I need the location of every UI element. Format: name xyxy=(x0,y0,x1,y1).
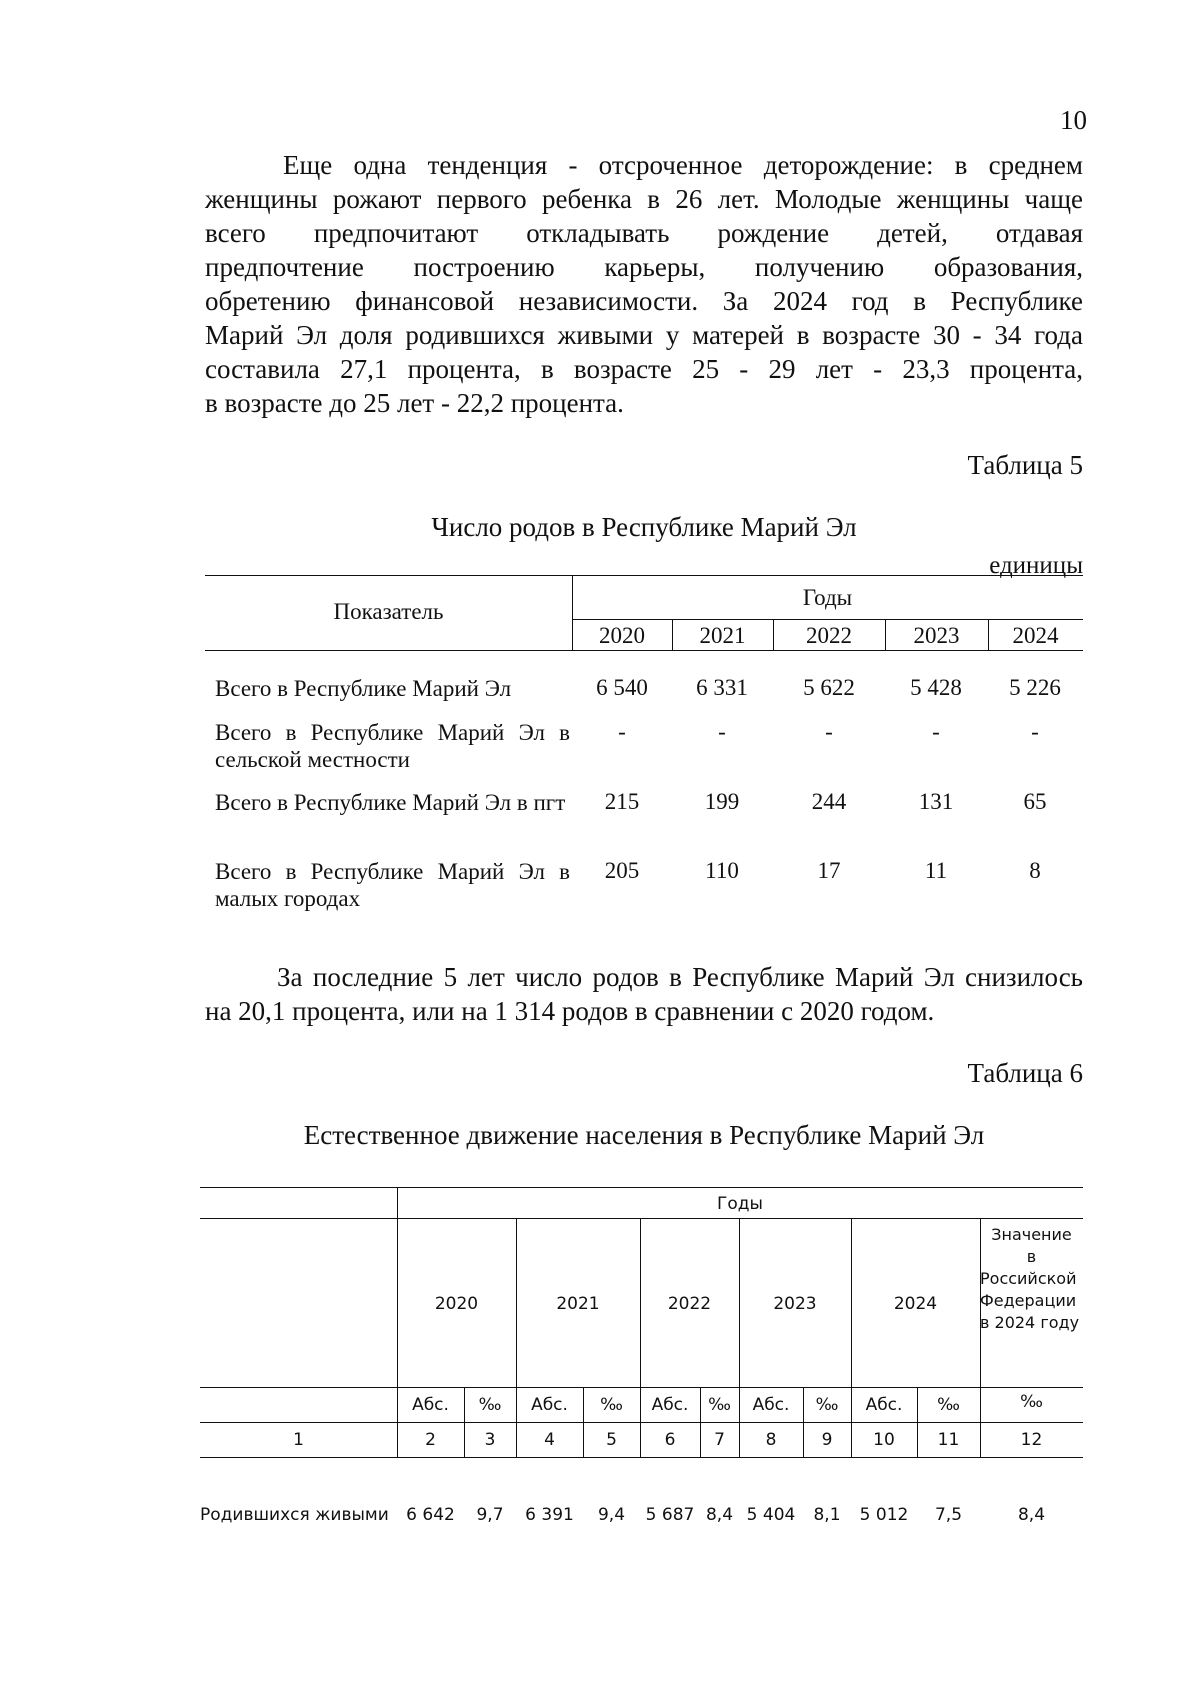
table-cell: 6 331 xyxy=(696,675,748,700)
rf-header-line: Федерации xyxy=(980,1291,1077,1310)
table-cell: 5 622 xyxy=(803,675,855,700)
text-line: составила 27,1 процента, в возрасте 25 - 29 лет - 23,3 процента, xyxy=(205,354,1083,384)
table6-label: Таблица 6 xyxy=(967,1058,1083,1088)
header-year: 2024 xyxy=(1012,623,1059,648)
table-cell: 6 540 xyxy=(596,675,648,700)
table-rule xyxy=(200,1457,1083,1458)
table-cell: 8,4 xyxy=(705,1505,734,1525)
column-number: 10 xyxy=(873,1430,895,1450)
column-number: 9 xyxy=(821,1430,833,1450)
table-cell: 5 404 xyxy=(746,1505,796,1525)
column-number: 12 xyxy=(1020,1430,1043,1450)
row-label: Всего в Республике Марий Эл xyxy=(215,676,512,701)
row-label: Всего в Республике Марий Эл в сельской местности xyxy=(215,720,570,772)
text-line: предпочтение построению карьеры, получению образования, xyxy=(205,252,1083,282)
text-line: За последние 5 лет число родов в Республике Марий Эл снизилось xyxy=(277,962,1083,992)
text-line: всего предпочитают откладывать рождение детей, отдавая xyxy=(205,218,1083,248)
table-cell: 5 428 xyxy=(910,675,962,700)
header-permille: ‰ xyxy=(600,1395,623,1415)
table-cell: - xyxy=(718,719,726,744)
table-rule xyxy=(572,619,1083,620)
header-permille: ‰ xyxy=(478,1395,502,1415)
column-number: 1 xyxy=(293,1430,304,1450)
header-years: Годы xyxy=(802,585,853,610)
table-rule xyxy=(200,1218,1083,1219)
page-number: 10 xyxy=(1060,105,1087,135)
table-cell: 199 xyxy=(704,789,740,814)
header-year: 2020 xyxy=(599,623,645,648)
table-rule xyxy=(205,575,1083,576)
table-rule xyxy=(205,650,1083,651)
table-rule xyxy=(200,1387,1083,1388)
table-rule xyxy=(516,1218,517,1457)
column-number: 7 xyxy=(714,1430,725,1450)
header-abs: Абс. xyxy=(651,1395,689,1415)
table-cell: 8,4 xyxy=(1017,1505,1046,1525)
table-cell: 9,4 xyxy=(597,1505,626,1525)
table-cell: 7,5 xyxy=(934,1505,963,1525)
table-cell: 6 391 xyxy=(525,1505,574,1525)
table-cell: 244 xyxy=(811,789,847,814)
table-rule xyxy=(640,1218,641,1457)
table-cell: - xyxy=(825,719,833,744)
header-indicator: Показатель xyxy=(333,599,444,624)
table-rule xyxy=(739,1218,740,1457)
table-cell: - xyxy=(1031,719,1039,744)
column-number: 2 xyxy=(425,1430,436,1450)
header-year: 2023 xyxy=(773,1294,817,1314)
header-year: 2021 xyxy=(556,1294,600,1314)
header-years: Годы xyxy=(717,1194,763,1214)
table5-units: единицы xyxy=(989,552,1083,579)
table-cell: 65 xyxy=(1023,789,1047,814)
row-label: Всего в Республике Марий Эл в пгт xyxy=(215,790,566,815)
table5-caption: Число родов в Республике Марий Эл xyxy=(431,512,857,542)
text-line: обретению финансовой независимости. За 2024 год в Республике xyxy=(205,286,1083,316)
rf-header-line: в xyxy=(1026,1247,1037,1266)
header-year: 2021 xyxy=(699,623,746,648)
header-permille: ‰ xyxy=(937,1395,960,1415)
header-year: 2023 xyxy=(913,623,960,648)
column-number: 8 xyxy=(765,1430,777,1450)
rf-header-line: Российской xyxy=(980,1269,1077,1288)
text-line: в возрасте до 25 лет - 22,2 процента. xyxy=(205,388,624,418)
table-cell: 110 xyxy=(705,858,739,883)
table-cell: - xyxy=(618,719,626,744)
header-permille: ‰ xyxy=(708,1395,731,1415)
rf-header-line: в 2024 году xyxy=(980,1313,1080,1332)
header-year: 2022 xyxy=(667,1294,712,1314)
table-cell: 5 226 xyxy=(1009,675,1061,700)
header-year: 2022 xyxy=(806,623,852,648)
header-year: 2020 xyxy=(434,1294,479,1314)
table-cell: 17 xyxy=(817,858,841,883)
table-cell: 5 687 xyxy=(645,1505,695,1525)
text-line: на 20,1 процента, или на 1 314 родов в сравнении с 2020 годом. xyxy=(205,996,935,1026)
header-abs: Абс. xyxy=(412,1395,449,1415)
rf-header xyxy=(980,1224,1083,1334)
table-cell: 131 xyxy=(918,789,954,814)
table-rule xyxy=(397,1187,398,1457)
table-rule xyxy=(851,1218,852,1457)
table5-label: Таблица 5 xyxy=(967,450,1083,480)
table-cell: 8,1 xyxy=(813,1505,841,1525)
table-cell: 205 xyxy=(604,858,640,883)
header-permille: ‰ xyxy=(815,1395,839,1415)
text-line: Еще одна тенденция - отсроченное деторождение: в среднем xyxy=(283,150,1083,180)
column-number: 4 xyxy=(544,1430,555,1450)
column-number: 6 xyxy=(664,1430,676,1450)
table-rule xyxy=(200,1422,1083,1423)
row-label: Родившихся живыми xyxy=(200,1505,389,1525)
text-line: женщины рожают первого ребенка в 26 лет. Молодые женщины чаще xyxy=(205,184,1083,214)
table-cell: 9,7 xyxy=(476,1505,504,1525)
column-number: 11 xyxy=(937,1430,960,1450)
header-abs: Абс. xyxy=(531,1395,568,1415)
header-abs: Абс. xyxy=(865,1395,903,1415)
row-label: Всего в Республике Марий Эл в малых городах xyxy=(215,859,570,911)
table-rule xyxy=(200,1187,1083,1188)
table6-caption: Естественное движение населения в Республике Марий Эл xyxy=(303,1120,985,1150)
table-cell: 11 xyxy=(924,858,948,883)
rf-header-line: Значение xyxy=(991,1225,1072,1244)
table-cell: 5 012 xyxy=(859,1505,909,1525)
text-line: Марий Эл доля родившихся живыми у матерей в возрасте 30 - 34 года xyxy=(205,320,1083,350)
header-abs: Абс. xyxy=(752,1395,790,1415)
table-cell: 6 642 xyxy=(406,1505,455,1525)
table-cell: - xyxy=(932,719,940,744)
column-number: 3 xyxy=(484,1430,496,1450)
column-number: 5 xyxy=(606,1430,617,1450)
table-cell: 8 xyxy=(1029,858,1041,883)
header-year: 2024 xyxy=(893,1294,938,1314)
header-permille: ‰ xyxy=(1020,1392,1043,1412)
table-cell: 215 xyxy=(604,789,640,814)
